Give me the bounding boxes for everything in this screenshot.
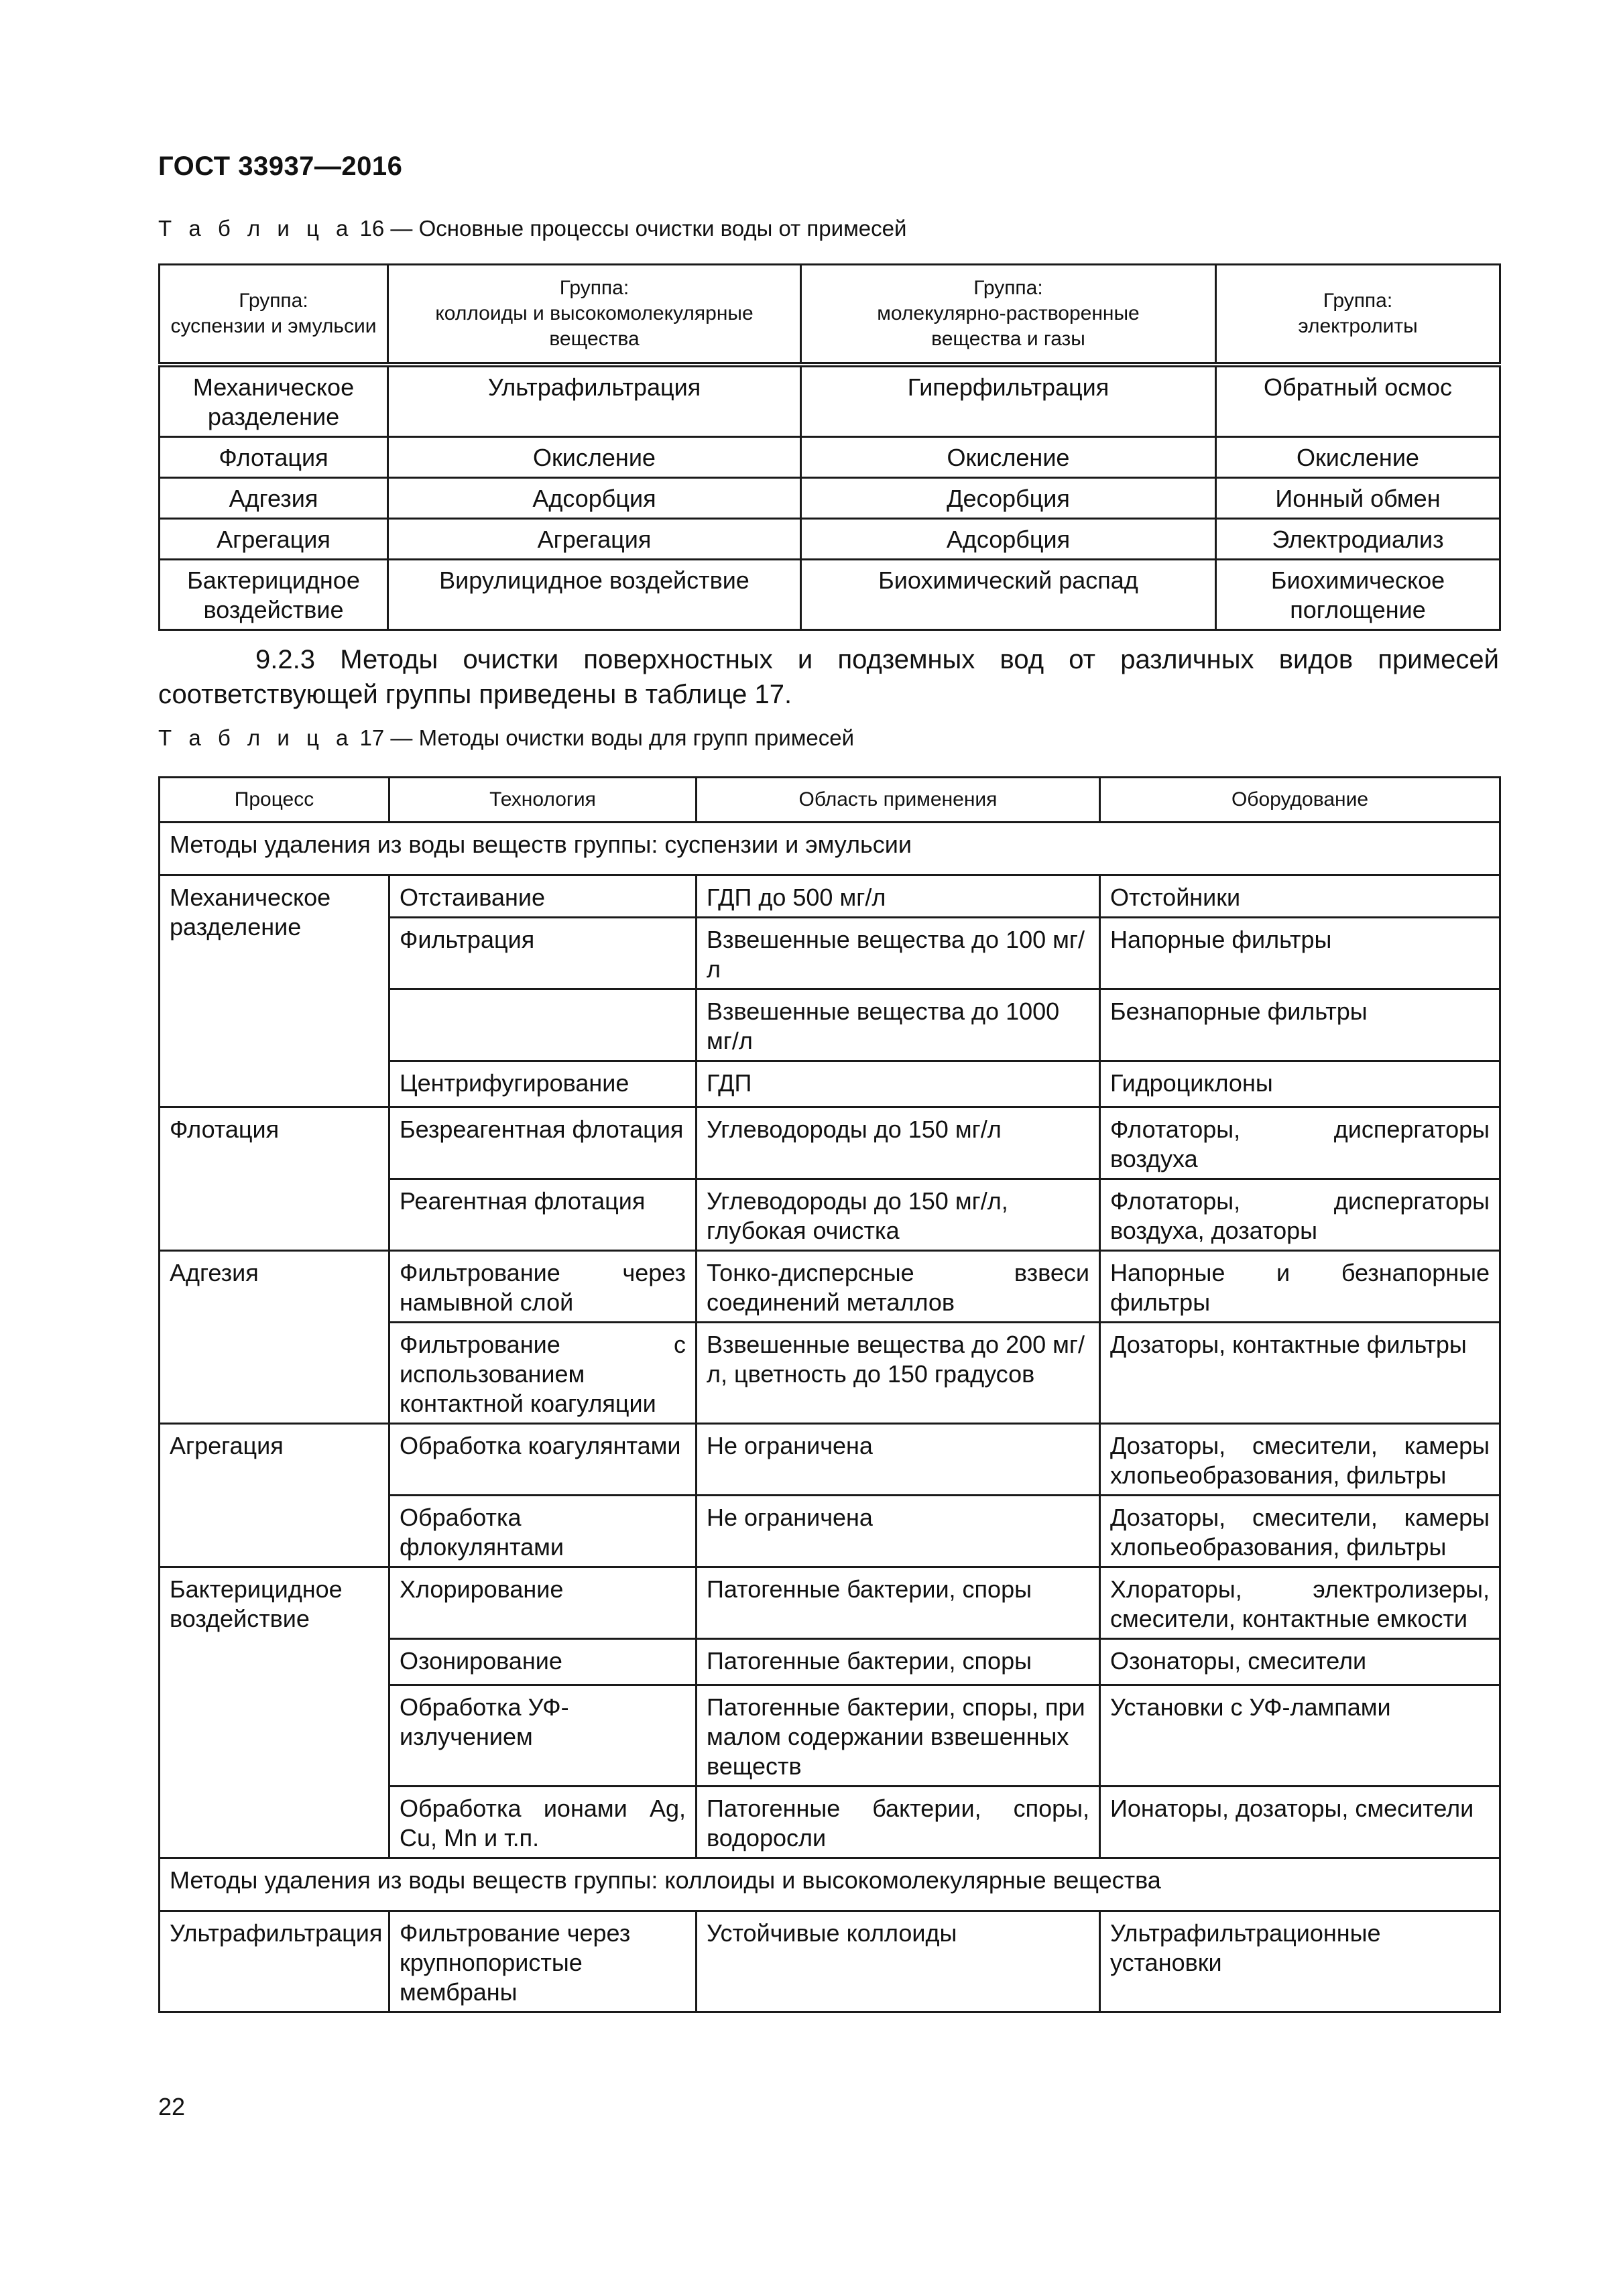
table-row <box>160 519 1500 560</box>
table17-technology-cell: Реагентная флотация <box>389 1179 697 1251</box>
table17-application-cell: Патогенные бактерии, споры <box>697 1567 1100 1639</box>
table16-cell: Ионный обмен <box>1216 478 1500 519</box>
table-row <box>160 1251 1500 1323</box>
table16-cell: Электродиализ <box>1216 519 1500 560</box>
table17-equipment-cell: Ультрафильтрационные установки <box>1100 1911 1500 2012</box>
table-row <box>160 478 1500 519</box>
table-row <box>160 365 1500 437</box>
table16-cell: Биохимический распад <box>801 560 1216 630</box>
table16-cell: Биохимическое поглощение <box>1216 560 1500 630</box>
table16-cell: Агрегация <box>388 519 801 560</box>
table17-equipment-cell: Озонаторы, смесители <box>1100 1639 1500 1685</box>
table16-header-cell: Группа: коллоиды и высокомолекулярные вещества <box>388 265 801 365</box>
table16-cell: Гиперфильтрация <box>801 365 1216 437</box>
table17-section-row <box>160 1858 1500 1911</box>
table17-technology-cell: Обработка коагулянтами <box>389 1424 697 1496</box>
document-id: ГОСТ 33937—2016 <box>158 152 403 181</box>
table16-cell: Окисление <box>1216 437 1500 478</box>
table17-process-cell: Ультрафильтрация <box>160 1911 389 2012</box>
table17-equipment-cell: Гидроциклоны <box>1100 1061 1500 1107</box>
table17-application-cell: ГДП <box>697 1061 1100 1107</box>
table17-caption <box>158 725 854 751</box>
table17-header-cell: Технология <box>389 778 697 823</box>
paragraph-9-2-3: 9.2.3 Методы очистки поверхностных и подземных вод от различных видов примесей соответствующей группы приведены в таблице 17. <box>158 645 1499 709</box>
table16-header-cell: Группа: суспензии и эмульсии <box>160 265 388 365</box>
table17-application-cell: Не ограничена <box>697 1424 1100 1496</box>
table16-cell: Обратный осмос <box>1216 365 1500 437</box>
table17-section-row <box>160 823 1500 875</box>
table17-equipment-cell: Напорные и безнапорные фильтры <box>1100 1251 1500 1323</box>
table17-process-cell: Флотация <box>160 1107 389 1251</box>
table17-technology-cell: Фильтрование через крупнопористые мембраны <box>389 1911 697 2012</box>
table17-equipment-cell: Установки с УФ-лампами <box>1100 1685 1500 1787</box>
table-16 <box>158 263 1501 631</box>
table16-cell: Окисление <box>388 437 801 478</box>
table16-cell: Адсорбция <box>801 519 1216 560</box>
table-row <box>160 437 1500 478</box>
page-number: 22 <box>158 2093 186 2120</box>
table17-equipment-cell: Отстойники <box>1100 875 1500 918</box>
table-row <box>160 1911 1500 2012</box>
table17-technology-cell: Фильтрация <box>389 918 697 989</box>
table-row <box>160 560 1500 630</box>
table17-technology-cell: Озонирование <box>389 1639 697 1685</box>
table16-caption <box>158 216 906 241</box>
table17-application-cell: Взвешенные вещества до 200 мг/л, цветность до 150 градусов <box>697 1323 1100 1424</box>
table-row <box>160 1424 1500 1496</box>
table17-equipment-cell: Безнапорные фильтры <box>1100 989 1500 1061</box>
table-17 <box>158 776 1501 2013</box>
table17-technology-cell: Фильтрование с использованием контактной коагуляции <box>389 1323 697 1424</box>
table16-cell: Окисление <box>801 437 1216 478</box>
table17-technology-cell: Обработка ионами Ag, Cu, Mn и т.п. <box>389 1787 697 1858</box>
table16-cell: Агрегация <box>160 519 388 560</box>
table17-process-cell: Механическое разделение <box>160 875 389 1107</box>
table16-cell: Флотация <box>160 437 388 478</box>
table17-header-cell: Область применения <box>697 778 1100 823</box>
table17-header-cell: Процесс <box>160 778 389 823</box>
table17-technology-cell: Безреагентная флотация <box>389 1107 697 1179</box>
table-row <box>160 1567 1500 1639</box>
table17-equipment-cell: Флотаторы, диспергаторы воздуха, дозаторы <box>1100 1179 1500 1251</box>
table17-technology-cell: Отстаивание <box>389 875 697 918</box>
table17-technology-cell: Хлорирование <box>389 1567 697 1639</box>
table16-cell: Механическое разделение <box>160 365 388 437</box>
table17-technology-cell: Фильтрование через намывной слой <box>389 1251 697 1323</box>
table17-application-cell: Углеводороды до 150 мг/л <box>697 1107 1100 1179</box>
table16-cell: Бактерицидное воздействие <box>160 560 388 630</box>
table17-section-title: Методы удаления из воды веществ группы: коллоиды и высокомолекулярные вещества <box>160 1858 1500 1911</box>
table17-equipment-cell: Флотаторы, диспергаторы воздуха <box>1100 1107 1500 1179</box>
table17-application-cell: Не ограничена <box>697 1496 1100 1567</box>
table17-application-cell: Патогенные бактерии, споры <box>697 1639 1100 1685</box>
table17-equipment-cell: Дозаторы, контактные фильтры <box>1100 1323 1500 1424</box>
table17-equipment-cell: Дозаторы, смесители, камеры хлопьеобразования, фильтры <box>1100 1424 1500 1496</box>
table17-application-cell: Тонко-дисперсные взвеси соединений металлов <box>697 1251 1100 1323</box>
table17-application-cell: Взвешенные вещества до 100 мг/л <box>697 918 1100 989</box>
table17-application-cell: Углеводороды до 150 мг/л, глубокая очистка <box>697 1179 1100 1251</box>
table17-application-cell: Патогенные бактерии, споры, водоросли <box>697 1787 1100 1858</box>
table17-application-cell: ГДП до 500 мг/л <box>697 875 1100 918</box>
table17-technology-cell: Центрифугирование <box>389 1061 697 1107</box>
table16-cell: Десорбция <box>801 478 1216 519</box>
table16-cell: Ультрафильтрация <box>388 365 801 437</box>
table17-application-cell: Устойчивые коллоиды <box>697 1911 1100 2012</box>
table17-equipment-cell: Дозаторы, смесители, камеры хлопьеобразования, фильтры <box>1100 1496 1500 1567</box>
table-row <box>160 875 1500 918</box>
table16-header-cell: Группа: электролиты <box>1216 265 1500 365</box>
table17-technology-cell <box>389 989 697 1061</box>
table16-header-row <box>160 265 1500 365</box>
table-row <box>160 1107 1500 1179</box>
table16-caption-text: 16 — Основные процессы очистки воды от примесей <box>359 216 907 241</box>
table17-technology-cell: Обработка флокулянтами <box>389 1496 697 1567</box>
table17-caption-text: 17 — Методы очистки воды для групп примесей <box>359 725 855 750</box>
table17-process-cell: Бактерицидное воздействие <box>160 1567 389 1858</box>
table17-process-cell: Адгезия <box>160 1251 389 1424</box>
table16-cell: Адсорбция <box>388 478 801 519</box>
table17-equipment-cell: Ионаторы, дозаторы, смесители <box>1100 1787 1500 1858</box>
table17-equipment-cell: Хлораторы, электролизеры, смесители, контактные емкости <box>1100 1567 1500 1639</box>
table16-caption-label: Т а б л и ц а <box>158 216 354 241</box>
table17-application-cell: Патогенные бактерии, споры, при малом содержании взвешенных веществ <box>697 1685 1100 1787</box>
table17-section-title: Методы удаления из воды веществ группы: суспензии и эмульсии <box>160 823 1500 875</box>
table16-cell: Вирулицидное воздействие <box>388 560 801 630</box>
table16-header-cell: Группа: молекулярно-растворенные вещества и газы <box>801 265 1216 365</box>
table17-header-row <box>160 778 1500 823</box>
table16-cell: Адгезия <box>160 478 388 519</box>
table17-header-cell: Оборудование <box>1100 778 1500 823</box>
table17-technology-cell: Обработка УФ-излучением <box>389 1685 697 1787</box>
table17-application-cell: Взвешенные вещества до 1000 мг/л <box>697 989 1100 1061</box>
table17-process-cell: Агрегация <box>160 1424 389 1567</box>
table17-caption-label: Т а б л и ц а <box>158 725 354 750</box>
table17-equipment-cell: Напорные фильтры <box>1100 918 1500 989</box>
